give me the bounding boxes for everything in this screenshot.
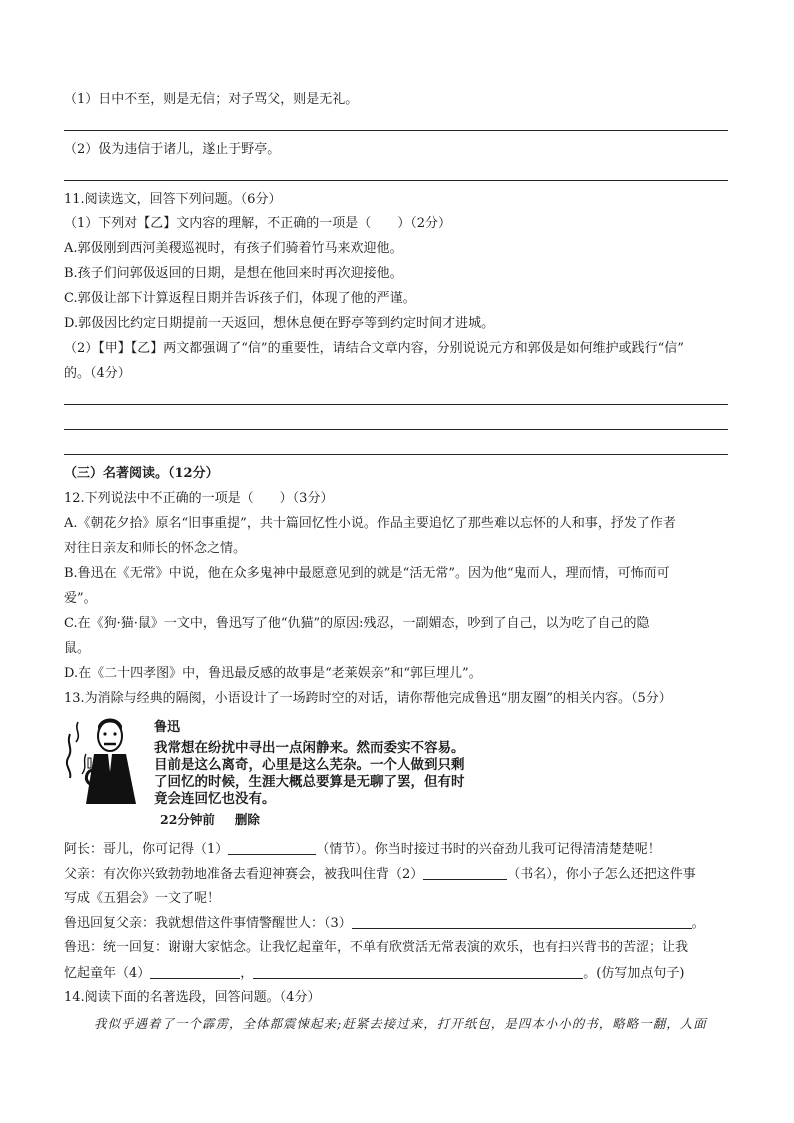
post-text-line: 目前是这么离奇，心里是这么芜杂。一个人做到只剩 (154, 757, 465, 773)
answer-line (64, 130, 728, 131)
post-text-line: 了回忆的时候，生涯大概总要算是无聊了罢，但有时 (154, 774, 465, 790)
question-title: 12.下列说法中不正确的一项是（ ）（3分） (64, 491, 334, 506)
dialogue-line: 写成《五猖会》一文了呢！ (64, 891, 221, 906)
dialogue-text: 。(仿写加点句子) (583, 966, 685, 981)
option-a-cont: 对往日亲友和师长的怀念之情。 (64, 541, 247, 556)
sub-question-cont: 的。（4分） (64, 366, 131, 381)
dialogue-line: 鲁迅：统一回复：谢谢大家惦念。让我忆起童年，不单有欣赏活无常表演的欢乐，也有扫兴背书的苦涩；让我 (64, 940, 689, 955)
question-item: （1）日中不至，则是无信；对子骂父，则是无礼。 (64, 92, 359, 107)
dialogue-text: （情节）。你当时接过书时的兴奋劲儿我可记得清清楚楚呢！ (316, 842, 661, 857)
option-b: B.鲁迅在《无常》中说，他在众多鬼神中最愿意见到的就是“活无常”。因为他“鬼而人，理而情，可怖而可 (64, 566, 670, 581)
dialogue-text: 阿长：哥儿，你可记得（1） (64, 842, 229, 857)
answer-line (64, 404, 728, 405)
option-b: B.孩子们问郭伋返回的日期，是想在他回来时再次迎接他。 (64, 266, 403, 281)
dialogue-line (64, 865, 696, 884)
option-a: A.《朝花夕拾》原名“旧事重提”，共十篇回忆性小说。作品主要追忆了那些难以忘怀的人和事，抒发了作者 (64, 516, 676, 531)
dialogue-line (64, 914, 705, 933)
post-text-line: 竟会连回忆也没有。 (154, 791, 276, 807)
option-c: C.在《狗·猫·鼠》一文中，鲁迅写了他“仇猫”的原因:残忍，一副媚态，吵到了自己，以为吃了自己的隐 (64, 616, 650, 631)
sub-question: （2）【甲】【乙】两文都强调了“信”的重要性，请结合文章内容，分别说说元方和郭伋是如何维护或践行“信” (64, 341, 684, 356)
post-time: 22分钟前 (160, 812, 215, 827)
question-title: 13.为消除与经典的隔阂，小语设计了一场跨时空的对话，请你帮他完成鲁迅“朋友圈”的相关内容。（5分） (64, 691, 672, 706)
question-title: 11.阅读选文，回答下列问题。（6分） (64, 192, 282, 207)
delete-link[interactable]: 删除 (234, 812, 260, 827)
dialogue-text: 父亲：有次你兴致勃勃地准备去看迎神赛会，被我叫住背（2） (64, 867, 424, 882)
answer-blank-4a[interactable] (150, 964, 240, 979)
dialogue-text: ， (240, 966, 254, 981)
answer-blank-1[interactable] (228, 840, 316, 855)
post-author: 鲁迅 (154, 720, 181, 735)
dialogue-text: 忆起童年（4） (64, 966, 151, 981)
section-heading: （三）名著阅读。（12分） (64, 466, 219, 481)
question-item: （2）伋为违信于诸儿，遂止于野亭。 (64, 142, 281, 157)
excerpt-text: 我似乎遇着了一个霹雳，全体都震悚起来;赶紧去接过来，打开纸包，是四本小小的书，略略一翻，人面 (94, 1016, 707, 1031)
option-d: D.在《二十四孝图》中，鲁迅最反感的故事是“老莱娱亲”和“郭巨埋儿”。 (64, 666, 482, 681)
moments-post (64, 712, 494, 830)
answer-blank-4b[interactable] (253, 964, 583, 979)
dialogue-line (64, 964, 684, 983)
answer-line (64, 429, 728, 430)
option-b-cont: 爱”。 (64, 591, 97, 606)
dialogue-text: （书名），你小子怎么还把这件事 (507, 867, 696, 882)
sub-question: （1）下列对【乙】文内容的理解，不正确的一项是（ ）（2分） (64, 216, 452, 231)
option-c-cont: 鼠。 (64, 641, 91, 656)
post-text-line: 我常想在纷扰中寻出一点闲静来。然而委实不容易。 (154, 740, 465, 756)
dialogue-text: 。 (691, 916, 705, 931)
post-meta (160, 810, 260, 828)
answer-line (64, 454, 728, 455)
answer-line (64, 180, 728, 181)
option-a: A.郭伋刚到西河美稷巡视时，有孩子们骑着竹马来欢迎他。 (64, 241, 403, 256)
option-d: D.郭伋因比约定日期提前一天返回，想休息便在野亭等到约定时间才进城。 (64, 316, 495, 331)
question-title: 14.阅读下面的名著选段，回答问题。（4分） (64, 990, 321, 1005)
answer-blank-2[interactable] (423, 865, 507, 880)
lu-xun-portrait-illustration (64, 714, 144, 806)
answer-blank-3[interactable] (352, 914, 692, 929)
dialogue-line (64, 840, 661, 859)
option-c: C.郭伋让部下计算返程日期并告诉孩子们，体现了他的严谨。 (64, 291, 416, 306)
dialogue-text: 鲁迅回复父亲：我就想借这件事情警醒世人：（3） (64, 916, 352, 931)
